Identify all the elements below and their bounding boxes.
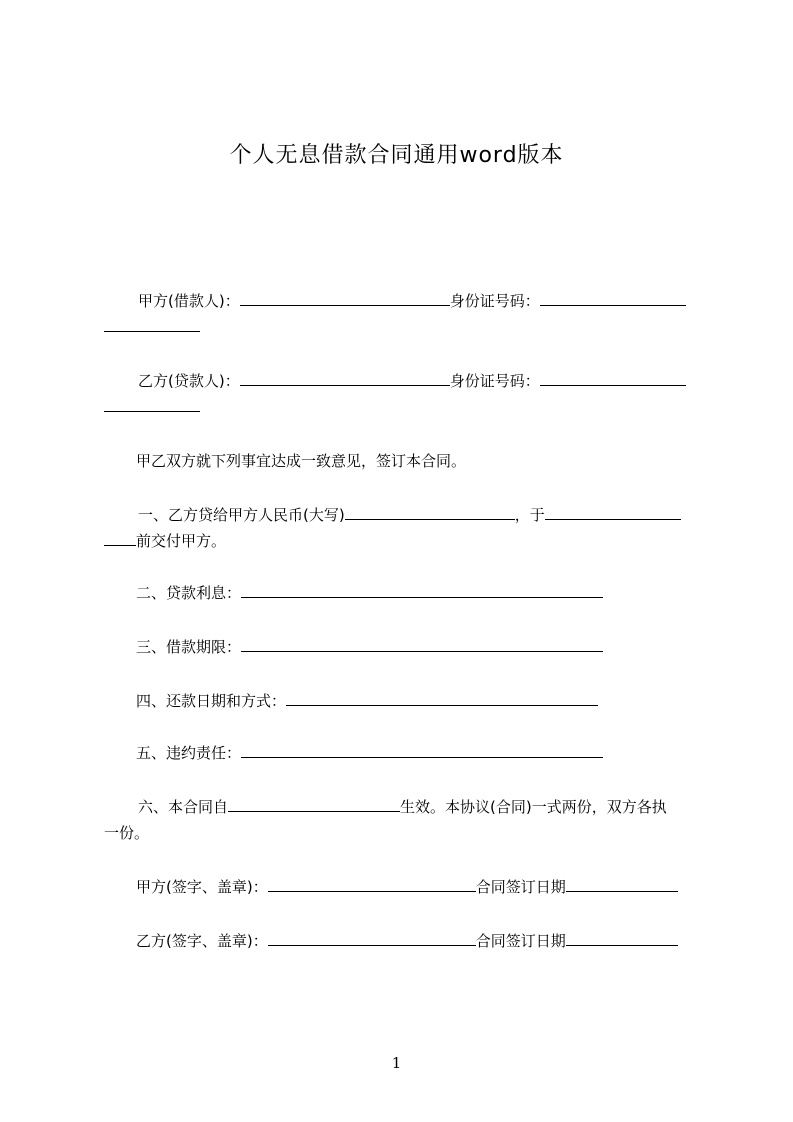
clause-2-label: 二、贷款利息：: [136, 584, 242, 602]
page-number: 1: [391, 1054, 402, 1072]
clause-6-prefix: 六、本合同自: [138, 798, 229, 816]
party-b-id-blank-continued[interactable]: [104, 395, 200, 412]
signature-a-date-blank[interactable]: [566, 875, 678, 892]
clause-1-line: [104, 502, 704, 528]
intro-paragraph: [104, 448, 704, 474]
clause-3-label: 三、借款期限：: [136, 638, 242, 656]
clause-3-line: [104, 634, 704, 660]
delivery-date-blank[interactable]: [545, 503, 681, 520]
clause-6-tail: 一份。: [104, 824, 150, 842]
party-b-line: [104, 368, 704, 394]
clause-2-line: [104, 580, 704, 606]
loan-interest-blank[interactable]: [241, 581, 603, 598]
clause-1-prefix: 一、乙方贷给甲方人民币(大写): [138, 506, 345, 524]
loan-term-blank[interactable]: [241, 635, 603, 652]
party-b-id-label: 身份证号码：: [449, 372, 540, 390]
clause-6-line-continued: [104, 820, 704, 846]
signature-b-label: 乙方(签字、盖章)：: [136, 932, 268, 950]
clause-6-suffix: 生效。本协议(合同)一式两份，双方各执: [400, 798, 667, 816]
intro-text: 甲乙双方就下列事宜达成一致意见，签订本合同。: [136, 452, 467, 470]
signature-b-blank[interactable]: [268, 929, 476, 946]
clause-6-line: [104, 794, 704, 820]
party-b-line-continued: [104, 394, 704, 420]
document-title: 个人无息借款合同通用word版本: [229, 143, 564, 168]
signature-a-date-label: 合同签订日期: [475, 878, 566, 896]
clause-4-label: 四、还款日期和方式：: [136, 692, 287, 710]
clause-1-suffix: 前交付甲方。: [136, 532, 227, 550]
clause-5-line: [104, 740, 704, 766]
party-b-label: 乙方(贷款人)：: [138, 372, 240, 390]
signature-a-line: [104, 874, 704, 900]
party-a-id-blank[interactable]: [540, 289, 686, 306]
liability-blank[interactable]: [241, 741, 603, 758]
effective-date-blank[interactable]: [228, 795, 400, 812]
clause-5-label: 五、违约责任：: [136, 744, 242, 762]
clause-4-line: [104, 688, 704, 714]
signature-b-date-blank[interactable]: [566, 929, 678, 946]
party-a-line-continued: [104, 314, 704, 340]
party-a-id-blank-continued[interactable]: [104, 315, 200, 332]
loan-amount-blank[interactable]: [345, 503, 515, 520]
party-a-name-blank[interactable]: [240, 289, 450, 306]
party-a-line: [104, 288, 704, 314]
delivery-date-blank-continued[interactable]: [104, 529, 136, 546]
repayment-blank[interactable]: [286, 689, 598, 706]
signature-b-date-label: 合同签订日期: [475, 932, 566, 950]
clause-1-line-continued: [104, 528, 704, 554]
party-a-id-label: 身份证号码：: [449, 292, 540, 310]
signature-b-line: [104, 928, 704, 954]
party-b-name-blank[interactable]: [240, 369, 450, 386]
signature-a-label: 甲方(签字、盖章)：: [136, 878, 268, 896]
party-a-label: 甲方(借款人)：: [138, 292, 240, 310]
signature-a-blank[interactable]: [268, 875, 476, 892]
clause-1-mid: ，于: [514, 506, 545, 524]
party-b-id-blank[interactable]: [540, 369, 686, 386]
